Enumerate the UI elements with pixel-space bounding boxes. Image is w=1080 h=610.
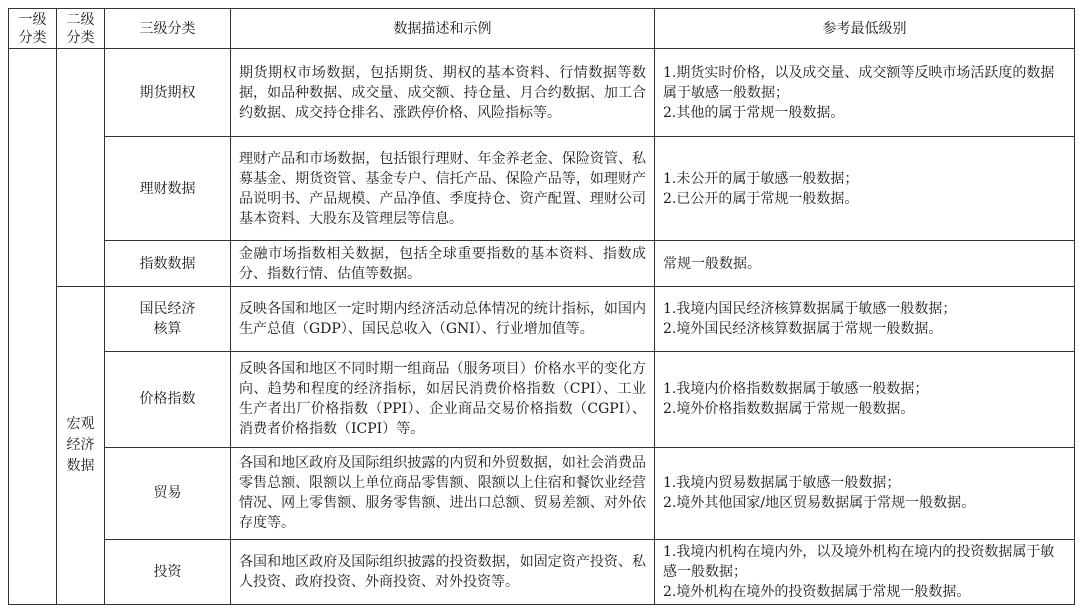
- level1-cell: [9, 49, 57, 605]
- level3-label: 期货期权: [139, 84, 196, 101]
- header-min-level: 参考最低级别: [655, 9, 1075, 49]
- level3-cell: [105, 137, 231, 241]
- level-cell: 1.我境内价格指数数据属于敏感一般数据； 2.境外价格指数数据属于常规一般数据。: [655, 351, 1075, 447]
- table-row: [9, 447, 1075, 539]
- level-cell: 1.我境内国民经济核算数据属于敏感一般数据； 2.境外国民经济核算数据属于常规一般数据。: [655, 287, 1075, 351]
- table-row: [9, 241, 1075, 287]
- header-level3: 三级分类: [105, 9, 231, 49]
- table-row: [9, 49, 1075, 137]
- level3-label: 贸易: [153, 485, 182, 502]
- description-cell: 理财产品和市场数据，包括银行理财、年金养老金、保险资管、私募基金、期货资管、基金专户、信托产品、保险产品等，如理财产品说明书、产品规模、产品净值、季度持仓、资产配置、理财公司基本资料、大股东及管理层等信息。: [231, 137, 655, 241]
- description-cell: 金融市场指数相关数据，包括全球重要指数的基本资料、指数成分、指数行情、估值等数据。: [231, 241, 655, 287]
- level3-cell: [105, 49, 231, 137]
- description-cell: 反映各国和地区不同时期一组商品（服务项目）价格水平的变化方向、趋势和程度的经济指标，如居民消费价格指数（CPI）、工业生产者出厂价格指数（PPI）、企业商品交易价格指数（CGPI）、消费者价格指数（ICPI）等。: [231, 351, 655, 447]
- classification-table: [8, 8, 1075, 605]
- header-row: [9, 9, 1075, 49]
- level3-cell: [105, 287, 231, 351]
- level2-cell: [57, 287, 105, 605]
- level3-cell: [105, 351, 231, 447]
- level-cell: 1.期货实时价格，以及成交量、成交额等反映市场活跃度的数据属于敏感一般数据； 2.其他的属于常规一般数据。: [655, 49, 1075, 137]
- level3-cell: [105, 539, 231, 604]
- table-row: [9, 287, 1075, 351]
- level-cell: 1.未公开的属于敏感一般数据； 2.已公开的属于常规一般数据。: [655, 137, 1075, 241]
- level3-label: 投资: [153, 563, 182, 580]
- description-cell: 各国和地区政府及国际组织披露的内贸和外贸数据，如社会消费品零售总额、限额以上单位商品零售额、限额以上住宿和餐饮业经营情况、网上零售额、服务零售额、进出口总额、贸易差额、对外依存度等。: [231, 447, 655, 539]
- description-cell: 各国和地区政府及国际组织披露的投资数据，如固定资产投资、私人投资、政府投资、外商投资、对外投资等。: [231, 539, 655, 604]
- table-row: [9, 351, 1075, 447]
- level3-label: 价格指数: [139, 391, 196, 408]
- level-cell: 常规一般数据。: [655, 241, 1075, 287]
- level3-label: 国民经济核算: [139, 300, 196, 337]
- level-cell: 1.我境内贸易数据属于敏感一般数据； 2.境外其他国家/地区贸易数据属于常规一般数据。: [655, 447, 1075, 539]
- level-cell: 1.我境内机构在境内外，以及境外机构在境内的投资数据属于敏感一般数据； 2.境外机构在境外的投资数据属于常规一般数据。: [655, 539, 1075, 604]
- level2-label: 宏观经济数据: [66, 416, 95, 475]
- description-cell: 反映各国和地区一定时期内经济活动总体情况的统计指标，如国内生产总值（GDP）、国民总收入（GNI）、行业增加值等。: [231, 287, 655, 351]
- level2-cell-empty: [57, 49, 105, 287]
- header-level2: 二级分类: [57, 9, 105, 49]
- level3-cell: [105, 241, 231, 287]
- level3-label: 指数数据: [139, 255, 196, 272]
- description-cell: 期货期权市场数据，包括期货、期权的基本资料、行情数据等数据，如品种数据、成交量、成交额、持仓量、月合约数据、加工合约数据、成交持仓排名、涨跌停价格、风险指标等。: [231, 49, 655, 137]
- table-row: [9, 137, 1075, 241]
- header-level1: 一级分类: [9, 9, 57, 49]
- level3-label: 理财数据: [139, 180, 196, 197]
- level3-cell: [105, 447, 231, 539]
- table-row: [9, 539, 1075, 604]
- header-description: 数据描述和示例: [231, 9, 655, 49]
